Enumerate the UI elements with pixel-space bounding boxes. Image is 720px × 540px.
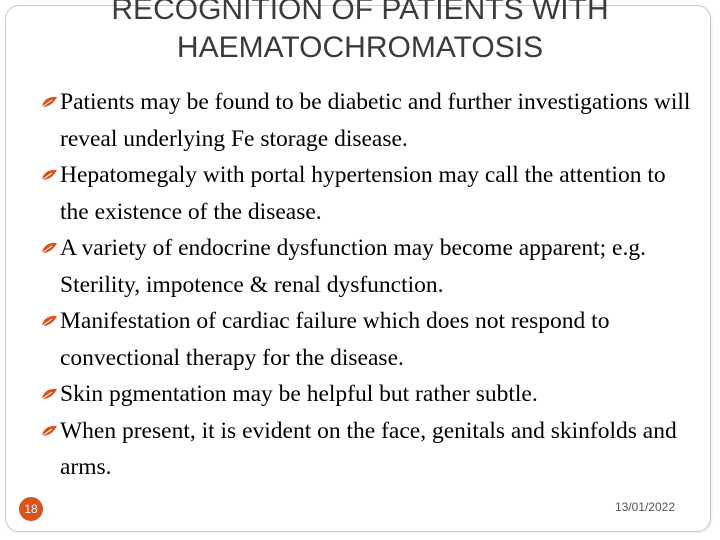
leaf-bullet-icon xyxy=(40,423,59,439)
bullet-text: Patients may be found to be diabetic and further investigations will reveal underlying Fe storage disease. xyxy=(60,89,691,152)
bullet-list xyxy=(40,84,700,486)
bullet-item xyxy=(40,84,700,157)
slide-date: 13/01/2022 xyxy=(614,500,675,514)
leaf-bullet-icon xyxy=(40,167,59,183)
bullet-text: A variety of endocrine dysfunction may become apparent; e.g. Sterility, impotence & renal dysfunction. xyxy=(60,235,646,298)
bullet-item xyxy=(40,303,700,376)
title-line-2: HAEMATOCHROMATOSIS xyxy=(176,31,544,64)
title-line-1: RECOGNITION OF PATIENTS WITH xyxy=(111,0,609,26)
bullet-text: Manifestation of cardiac failure which does not respond to convectional therapy for the disease. xyxy=(60,308,610,371)
bullet-text: Hepatomegaly with portal hypertension may call the attention to the existence of the disease. xyxy=(60,162,666,225)
bullet-item xyxy=(40,157,700,230)
leaf-bullet-icon xyxy=(40,386,59,402)
bullet-item xyxy=(40,413,700,486)
bullet-item xyxy=(40,230,700,303)
bullet-text: When present, it is evident on the face, genitals and skinfolds and arms. xyxy=(60,417,677,480)
slide-number-badge: 18 xyxy=(19,497,43,521)
slide-title xyxy=(20,0,700,67)
leaf-bullet-icon xyxy=(40,240,59,256)
bullet-item xyxy=(40,376,700,413)
leaf-bullet-icon xyxy=(40,313,59,329)
leaf-bullet-icon xyxy=(40,94,59,110)
bullet-text: Skin pgmentation may be helpful but rather subtle. xyxy=(60,381,538,407)
